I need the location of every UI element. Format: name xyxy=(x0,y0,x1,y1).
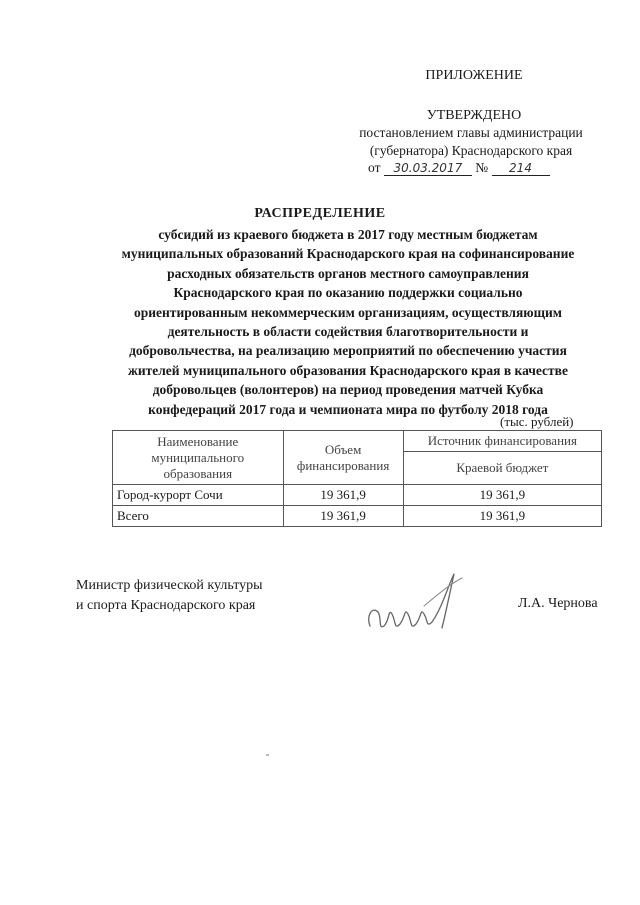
subtitle-line: Краснодарского края по оказанию поддержки социально xyxy=(173,285,523,301)
table-row-total xyxy=(113,506,602,527)
subtitle-line: жителей муниципального образования Краснодарского края в качестве xyxy=(128,362,568,378)
handwritten-signature xyxy=(362,568,472,640)
decree-date-line xyxy=(368,160,550,176)
cell-regional: 19 361,9 xyxy=(403,485,601,506)
header-source: Источник финансирования xyxy=(403,431,601,452)
decree-line-1: постановлением главы администрации xyxy=(359,125,583,140)
subtitle-line: деятельность в области содействия благотворительности и xyxy=(167,324,529,340)
number-sign: № xyxy=(475,160,489,175)
subtitle-line: добровольцев (волонтеров) на период проведения матчей Кубка xyxy=(152,382,544,398)
subtitle-line: ориентированным некоммерческим организациям, осуществляющим xyxy=(134,304,562,320)
table-header-row xyxy=(113,431,602,452)
decree-text xyxy=(330,124,612,160)
subtitle-line: расходных обязательств органов местного самоуправления xyxy=(167,265,529,281)
header-municipality: Наименование муниципального образования xyxy=(113,431,284,485)
decree-date-handwritten: 30.03.2017 xyxy=(384,161,472,176)
cell-municipality: Город-курорт Сочи xyxy=(113,485,284,506)
signer-name: Л.А. Чернова xyxy=(518,596,598,611)
minister-title xyxy=(76,576,316,616)
units-label: (тыс. рублей) xyxy=(500,414,574,429)
subtitle-line: добровольчества, на реализацию мероприятий по обеспечению участия xyxy=(129,343,567,359)
table-row xyxy=(113,485,602,506)
appendix-label: ПРИЛОЖЕНИЕ xyxy=(425,68,523,83)
subtitle-line: субсидий из краевого бюджета в 2017 году местным бюджетам xyxy=(158,227,538,242)
date-prefix: от xyxy=(368,160,381,175)
decree-number-handwritten: 214 xyxy=(492,161,550,176)
cell-amount: 19 361,9 xyxy=(283,485,403,506)
decree-line-2: (губернатора) Краснодарского края xyxy=(369,143,573,158)
header-amount: Объем финансирования xyxy=(283,431,403,485)
scan-speck xyxy=(266,754,269,756)
cell-total-regional: 19 361,9 xyxy=(403,506,601,527)
subtitle-line: муниципальных образований Краснодарского края на софинансирование xyxy=(121,246,575,262)
approved-label: УТВЕРЖДЕНО xyxy=(426,108,522,123)
document-subtitle xyxy=(88,225,608,419)
document-title: РАСПРЕДЕЛЕНИЕ xyxy=(254,206,386,221)
minister-line-2: и спорта Краснодарского края xyxy=(76,598,256,613)
cell-total-amount: 19 361,9 xyxy=(283,506,403,527)
minister-line-1: Министр физической культуры xyxy=(76,578,263,593)
cell-total-label: Всего xyxy=(113,506,284,527)
distribution-table xyxy=(112,430,602,527)
header-regional-budget: Краевой бюджет xyxy=(403,452,601,485)
subtitle-line: конфедераций 2017 года и чемпионата мира по футболу 2018 года xyxy=(148,401,548,417)
